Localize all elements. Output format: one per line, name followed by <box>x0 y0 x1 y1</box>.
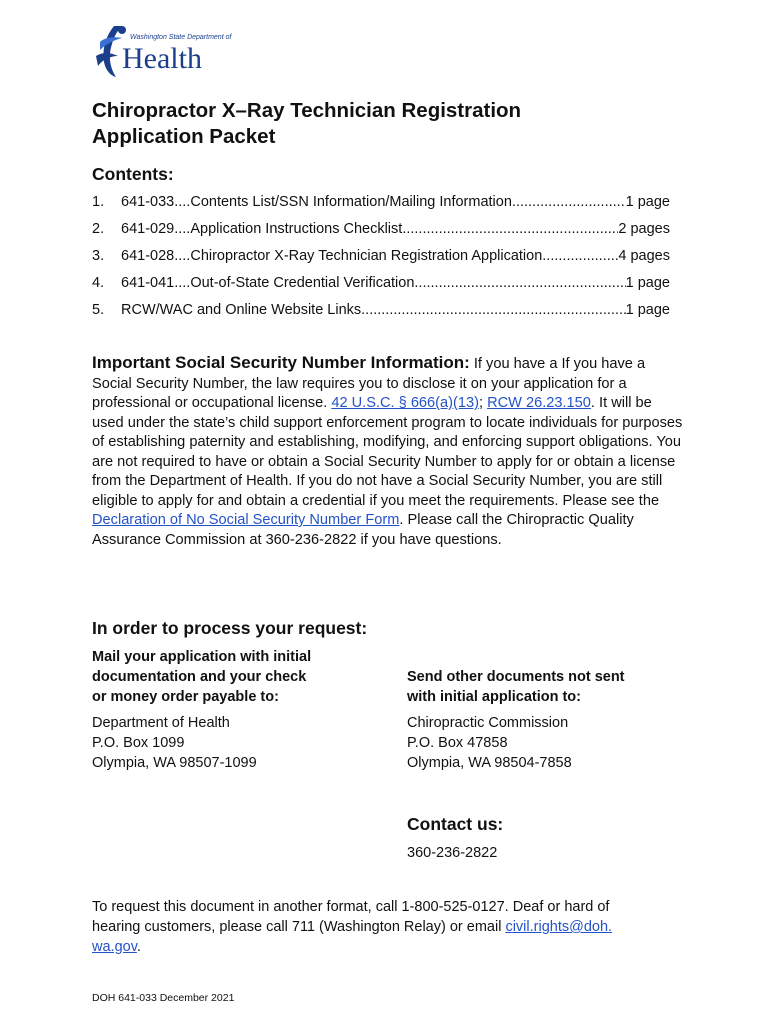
ssn-text-2: . It will be used under the state’s child support enforcement program to locate individuals for purposes of establishing paternity and establishing, modifying, and enforcing support obligations. You are not required to have or obtain a Social Security Number to apply for or obtain a license from the Department of Health. If you do not have a Social Security Number, you are still eligible to apply for and obtain a credential if you meet the requirements. Please see the <box>92 395 683 509</box>
toc-item <box>92 248 670 268</box>
accessibility-note <box>92 897 652 957</box>
doh-address <box>92 713 257 773</box>
logo-subtitle: Washington State Department of <box>130 34 232 41</box>
mail-instruction-line: documentation and your check <box>92 669 307 685</box>
rcw-link[interactable]: RCW 26.23.150 <box>487 395 591 411</box>
toc-pages: 1 page <box>625 302 670 318</box>
ssn-text-1: If you have a If you have a Social Security Number, the law requires you to disclose it on your application for a professional or occupational license. <box>92 356 646 411</box>
contact-phone: 360-236-2822 <box>407 845 498 861</box>
commission-address <box>407 713 572 773</box>
other-docs-line: with initial application to: <box>407 689 581 705</box>
toc-number: 1. <box>92 194 105 210</box>
ssn-information <box>92 353 684 550</box>
toc-leader <box>542 248 618 264</box>
toc-title: Contents List/SSN Information/Mailing Information <box>190 194 512 210</box>
toc-title: Chiropractor X-Ray Technician Registration Application <box>190 248 543 264</box>
toc-item <box>92 221 670 241</box>
contact-heading: Contact us: <box>407 814 504 834</box>
address-line: Olympia, WA 98507-1099 <box>92 755 257 771</box>
no-ssn-form-link[interactable]: Declaration of No Social Security Number Form <box>92 512 400 528</box>
mail-instruction-line: Mail your application with initial <box>92 649 312 665</box>
toc-item <box>92 302 670 322</box>
toc-title: Out-of-State Credential Verification <box>190 275 415 291</box>
other-docs-line: Send other documents not sent <box>407 669 625 685</box>
logo-wordmark: Health <box>122 42 202 75</box>
toc-pages: 4 pages <box>618 248 670 264</box>
toc-number: 3. <box>92 248 105 264</box>
toc-pages: 1 page <box>625 275 670 291</box>
toc-number: 5. <box>92 302 105 318</box>
toc-number: 2. <box>92 221 105 237</box>
toc-separator: .... <box>174 221 191 237</box>
toc-separator: .... <box>174 275 191 291</box>
address-line: Chiropractic Commission <box>407 715 569 731</box>
title-line-1: Chiropractor X–Ray Technician Registration <box>92 99 522 122</box>
toc-form-code: 641-033 <box>121 194 175 210</box>
title-line-2: Application Packet <box>92 125 276 148</box>
accessibility-end: . <box>136 939 141 955</box>
toc-leader <box>402 221 618 237</box>
toc-leader <box>361 302 626 318</box>
usc-link[interactable]: 42 U.S.C. § 666(a)(13) <box>331 395 479 411</box>
toc-form-code: 641-041 <box>121 275 175 291</box>
toc-form-code: 641-029 <box>121 221 175 237</box>
toc-leader <box>512 194 626 210</box>
ssn-text-3: . Please call the Chiropractic Quality Assurance Commission at 360-236-2822 if you have questions. <box>92 512 634 548</box>
toc-separator: .... <box>174 248 191 264</box>
toc-title: RCW/WAC and Online Website Links <box>121 302 362 318</box>
toc-item <box>92 194 670 214</box>
mail-instructions <box>92 647 311 707</box>
address-line: P.O. Box 1099 <box>92 735 185 751</box>
toc-form-code: 641-028 <box>121 248 175 264</box>
mail-instruction-line: or money order payable to: <box>92 689 279 705</box>
document-id: DOH 641-033 December 2021 <box>92 992 235 1004</box>
toc-pages: 1 page <box>625 194 670 210</box>
address-line: Department of Health <box>92 715 230 731</box>
page-title <box>92 98 692 150</box>
toc-separator: .... <box>174 194 191 210</box>
address-line: Olympia, WA 98504-7858 <box>407 755 572 771</box>
ssn-separator: ; <box>478 395 488 411</box>
toc-item <box>92 275 670 295</box>
accessibility-text: To request this document in another format, call 1-800-525-0127. Deaf or hard of hearing customers, please call 711 (Washington Relay) or email <box>92 899 610 935</box>
toc-pages: 2 pages <box>618 221 670 237</box>
doh-logo <box>92 22 232 78</box>
email-part-1: civil.rights@doh. <box>505 919 613 935</box>
other-docs-instructions <box>407 667 625 707</box>
toc-number: 4. <box>92 275 105 291</box>
process-heading: In order to process your request: <box>92 618 368 638</box>
contents-heading: Contents: <box>92 164 174 184</box>
toc-leader <box>414 275 625 291</box>
address-line: P.O. Box 47858 <box>407 735 508 751</box>
email-part-2: wa.gov <box>92 939 137 955</box>
toc-title: Application Instructions Checklist <box>190 221 403 237</box>
ssn-heading: Important Social Security Number Information: <box>92 353 470 372</box>
